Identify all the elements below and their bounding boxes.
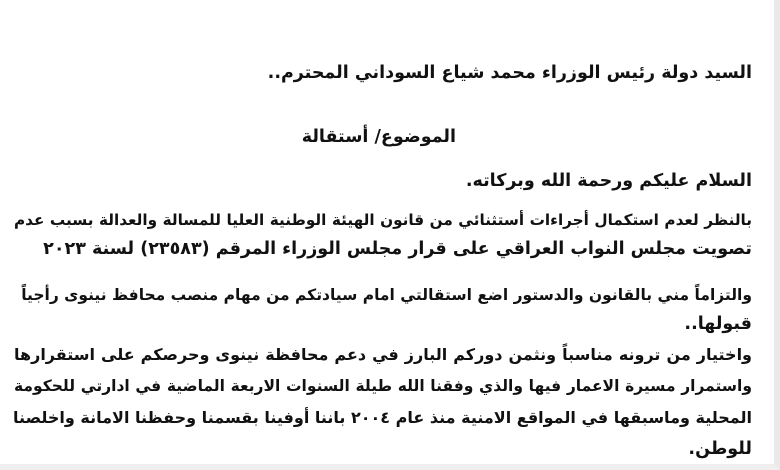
paragraph-3-line-2: واستمرار مسيرة الاعمار فيها والذي وفقنا الله طيلة السنوات الاربعة الماضية في ادارتي للحكومة: [14, 377, 752, 395]
paragraph-2-line-1: والتزاماً مني بالقانون والدستور اضع استقالتي امام سيادتكم من مهام منصب محافظ نينوى رأجياً: [21, 286, 752, 304]
subject-line: الموضوع/ أستقالة: [301, 127, 456, 147]
paragraph-3-line-4: للوطن.: [688, 439, 752, 459]
paragraph-3-line-1: واختيار من ترونه مناسباً ونثمن دوركم البارز في دعم محافظة نينوى وحرصكم على استقرارها: [14, 345, 752, 364]
paragraph-1-line-1: بالنظر لعدم استكمال أجراءات أستثنائي من قانون الهيئة الوطنية العليا للمسالة والعدالة بسبب عدم: [14, 211, 752, 229]
paragraph-1-line-2: تصويت مجلس النواب العراقي على قرار مجلس الوزراء المرقم (٢٣٥٨٣) لسنة ٢٠٢٣: [43, 239, 752, 259]
greeting-line: السلام عليكم ورحمة الله وبركاته.: [465, 171, 752, 191]
paragraph-3-line-3: المحلية وماسبقها في المواقع الامنية منذ عام ٢٠٠٤ باننا أوفينا بقسمنا وحفظنا الامانة واخلصنا: [13, 408, 752, 427]
paragraph-2-line-2: قبولها..: [684, 314, 752, 334]
addressee-line: السيد دولة رئيس الوزراء محمد شياع السوداني المحترم..: [267, 63, 752, 83]
